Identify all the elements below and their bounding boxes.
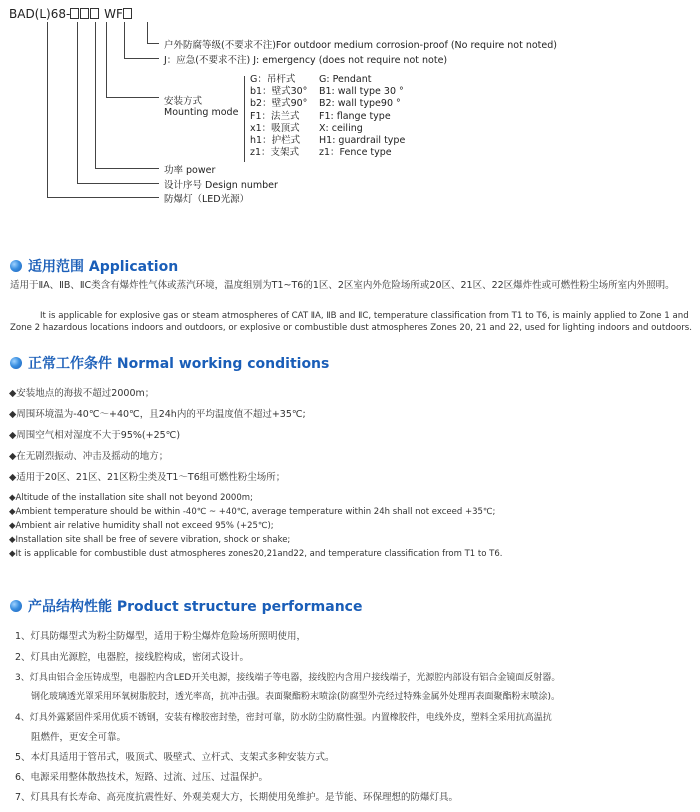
structure-heading (10, 596, 362, 616)
connector-design-v (77, 22, 78, 184)
bullet-circle-icon (10, 600, 22, 612)
mount-en-item: X: ceiling (319, 122, 363, 134)
connector-mount-v (106, 22, 107, 98)
condition-en-item: ◆It is applicable for combustible dust atmospheres zones20,21and22, and temperature classification from T1 to T6. (9, 549, 503, 559)
mount-en-item: B2: wall type90 ° (319, 98, 401, 110)
connector-outdoor-h (147, 43, 159, 44)
condition-cn-item: ◆周围环境温为-40℃～+40℃，且24h内的平均温度值不超过+35℃; (9, 409, 306, 420)
code-box-2 (80, 8, 89, 19)
structure-item: 6、电源采用整体散热技术，短路、过流、过压、过温保护。 (15, 772, 269, 783)
connector-explosion-h (47, 197, 159, 198)
code-box-1 (70, 8, 79, 19)
structure-item: 5、本灯具适用于管吊式，吸顶式、吸壁式、立杆式、支架式多种安装方式。 (15, 752, 335, 763)
connector-explosion-v (47, 22, 48, 198)
structure-item: 4、灯具外露紧固件采用优质不锈钢，安装有橡胶密封垫，密封可靠，防水防尘防腐性强。内置橡胶件，电线外皮，塑料全采用抗高温抗 (15, 713, 552, 723)
mount-label-en: Mounting mode (164, 107, 239, 118)
mount-en-item: G: Pendant (319, 74, 372, 85)
code-box-3 (90, 8, 99, 19)
mount-cn-item: b1：壁式30° (250, 86, 308, 98)
mount-bracket (244, 76, 245, 162)
structure-title: 产品结构性能 Product structure performance (28, 599, 363, 615)
mount-cn-item: F1：法兰式 (250, 110, 300, 122)
connector-emergency-v (124, 22, 125, 59)
condition-en-item: ◆Altitude of the installation site shall not beyond 2000m; (9, 493, 253, 503)
conditions-title: 正常工作条件 Normal working conditions (28, 356, 330, 372)
connector-design-h (77, 183, 159, 184)
mount-en-item: B1: wall type 30 ° (319, 86, 404, 98)
condition-cn-item: ◆在无剧烈振动、冲击及摇动的地方； (9, 451, 169, 462)
application-title: 适用范围 Application (28, 259, 179, 275)
mount-en-item: F1: flange type (319, 110, 391, 122)
mount-en-item: H1: guardrail type (319, 135, 406, 147)
conditions-heading (10, 353, 329, 373)
structure-item: 7、灯具具有长寿命、高亮度抗震性好、外观美观大方，长期使用免维护。是节能、环保理想的防爆灯具。 (15, 792, 459, 803)
application-heading (10, 256, 178, 276)
structure-item: 1、灯具防爆型式为粉尘防爆型，适用于粉尘爆炸危险场所照明使用， (15, 631, 307, 642)
connector-power-v (95, 22, 96, 169)
connector-outdoor-v (147, 22, 148, 44)
outdoor-note: 户外防腐等级(不要求不注)For outdoor medium corrosion-proof (No require not noted) (164, 40, 557, 51)
model-suffix: WF (104, 7, 123, 21)
condition-cn-item: ◆周围空气相对湿度不大于95%(+25℃) (9, 430, 181, 441)
emergency-note: J：应急(不要求不注) J: emergency (does not require not note) (164, 55, 448, 66)
condition-en-item: ◆Ambient temperature should be within -40℃ ~ +40℃, average temperature within 24h shall not exceed +35℃; (9, 507, 496, 517)
explosion-label: 防爆灯（LED光源） (164, 194, 250, 205)
structure-item: 3、灯具由铝合金压铸成型，电器腔内含LED开关电源，接线端子等电器，接线腔内含用户接线端子，光源腔内部设有铝合金镜面反射器。 (15, 673, 561, 683)
design-label: 设计序号 Design number (164, 180, 278, 191)
mount-cn-item: b2：壁式90° (250, 98, 308, 110)
model-code (9, 7, 133, 21)
condition-cn-item: ◆安装地点的海拔不超过2000m； (9, 388, 155, 399)
application-cn: 适用于ⅡA、ⅡB、ⅡC类含有爆炸性气体或蒸汽环境，温度组别为T1~T6的1区、2区室内外危险场所或20区、21区、22区爆炸性或可燃性粉尘场所室内外照明。 (10, 280, 675, 291)
model-prefix: BAD(L)68- (9, 7, 71, 21)
condition-en-item: ◆Installation site shall be free of severe vibration, shock or shake; (9, 535, 291, 545)
mount-list-en (319, 74, 405, 159)
condition-en-item: ◆Ambient air relative humidity shall not exceed 95% (+25℃); (9, 521, 274, 531)
bullet-circle-icon (10, 260, 22, 272)
mount-cn-item: G：吊杆式 (250, 74, 296, 85)
mount-en-item: z1：Fence type (319, 147, 392, 159)
connector-power-h (95, 168, 159, 169)
structure-item-continued: 钢化玻璃透光罩采用环氧树脂胶封，透光率高，抗冲击强。表面聚酯粉末喷涂(防腐型外壳经过特殊金属外处理再表面聚酯粉末喷涂)。 (31, 692, 561, 702)
mount-list-cn (250, 74, 307, 159)
structure-item: 2、灯具由光源腔，电器腔，接线腔构成，密闭式设计。 (15, 652, 250, 663)
condition-cn-item: ◆适用于20区、21区、21区粉尘类及T1～T6组可燃性粉尘场所； (9, 472, 286, 483)
structure-item-continued: 阻燃件，更安全可靠。 (31, 732, 127, 743)
power-label: 功率 power (164, 165, 216, 176)
connector-emergency-h (124, 58, 159, 59)
mount-cn-item: z1：支架式 (250, 147, 300, 159)
mount-label-cn: 安装方式 (164, 96, 203, 107)
mount-cn-item: h1：护栏式 (250, 135, 301, 147)
mount-cn-item: x1：吸顶式 (250, 122, 300, 134)
code-box-wf (123, 8, 132, 19)
application-en: It is applicable for explosive gas or steam atmospheres of CAT ⅡA, ⅡB and ⅡC, temperature classification from T1 to T6, is mainly applied to Zone 1 and Zone 2 hazardous locations indoors and outdoors, or explosive or combustible dust atmospheres Zones 20, 21 and 22, used for lighting indoors and outdoors. (10, 311, 692, 333)
connector-mount-h (106, 97, 159, 98)
bullet-circle-icon (10, 357, 22, 369)
